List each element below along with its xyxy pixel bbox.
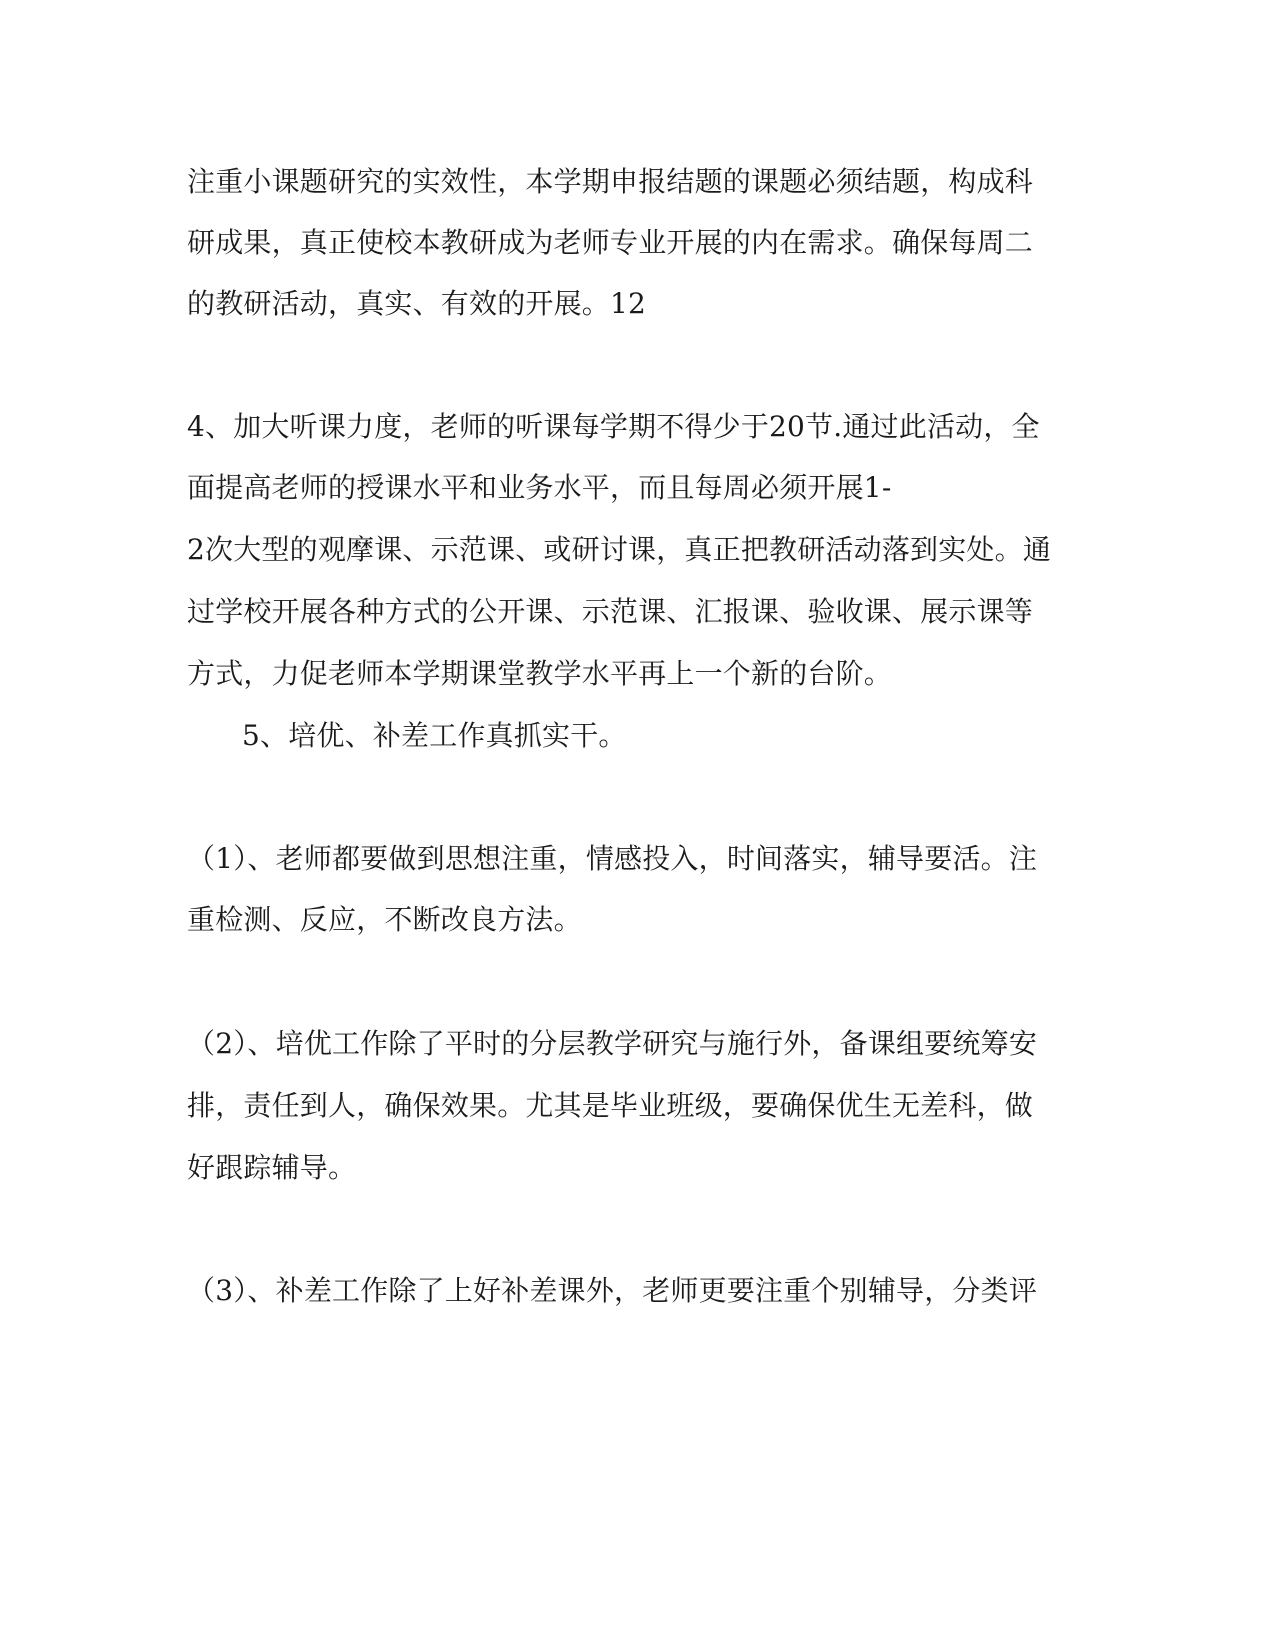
section-heading: 5、培优、补差工作真抓实干。	[242, 719, 627, 752]
paragraph-line: 方式，力促老师本学期课堂教学水平再上一个新的台阶。	[187, 657, 893, 690]
paragraph-line: 排，责任到人，确保效果。尤其是毕业班级，要确保优生无差科，做	[187, 1089, 1034, 1122]
paragraph-line: 研成果，真正使校本教研成为老师专业开展的内在需求。确保每周二	[187, 226, 1034, 259]
paragraph-line: 过学校开展各种方式的公开课、示范课、汇报课、验收课、展示课等	[187, 595, 1034, 628]
paragraph-line: 面提高老师的授课水平和业务水平，而且每周必须开展1-	[187, 471, 892, 504]
paragraph-line: 重检测、反应，不断改良方法。	[187, 903, 582, 936]
paragraph-line: 4、加大听课力度，老师的听课每学期不得少于20节.通过此活动，全	[187, 410, 1040, 443]
paragraph-line: （1）、老师都要做到思想注重，情感投入，时间落实，辅导要活。注	[187, 842, 1038, 875]
paragraph-line: 2次大型的观摩课、示范课、或研讨课，真正把教研活动落到实处。通	[187, 533, 1052, 566]
paragraph-line: 注重小课题研究的实效性，本学期申报结题的课题必须结题，构成科	[187, 165, 1034, 198]
paragraph-line: 好跟踪辅导。	[187, 1151, 357, 1184]
paragraph-line: （3）、补差工作除了上好补差课外，老师更要注重个别辅导，分类评	[187, 1274, 1038, 1307]
paragraph-line: （2）、培优工作除了平时的分层教学研究与施行外，备课组要统筹安	[187, 1027, 1038, 1060]
paragraph-line: 的教研活动，真实、有效的开展。12	[187, 287, 647, 320]
